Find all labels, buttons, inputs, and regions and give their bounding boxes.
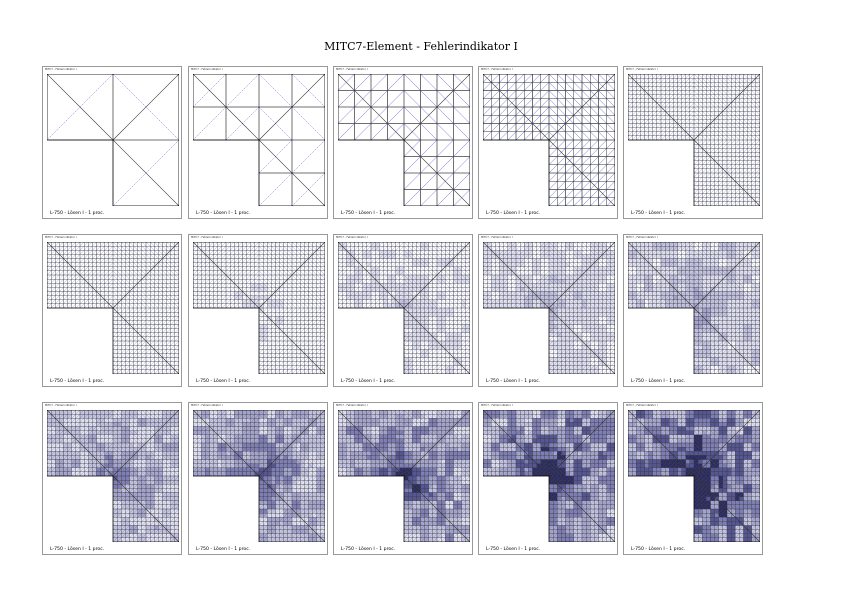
mesh-panel [623,234,763,387]
mesh-panel [188,66,328,219]
panel-header: MITC7 - Fehlerindikator I [336,404,368,407]
panel-header: MITC7 - Fehlerindikator I [626,236,658,239]
panel-footer: L-750 - Lösen I - 1 proc. [631,211,685,216]
panel-footer: L-750 - Lösen I - 1 proc. [341,379,395,384]
fe-mesh [193,74,325,206]
page-title: MITC7-Element - Fehlerindikator I [0,40,842,53]
mesh-panel [623,402,763,555]
mesh-panel [42,234,182,387]
mesh-panel [333,66,473,219]
panel-header: MITC7 - Fehlerindikator I [191,236,223,239]
panel-header: MITC7 - Fehlerindikator I [191,404,223,407]
panel-footer: L-750 - Lösen I - 1 proc. [486,211,540,216]
fe-mesh [338,242,470,374]
fe-mesh [193,410,325,542]
mesh-panel [42,66,182,219]
mesh-panel [42,402,182,555]
panel-footer: L-750 - Lösen I - 1 proc. [50,547,104,552]
panel-footer: L-750 - Lösen I - 1 proc. [196,379,250,384]
panel-footer: L-750 - Lösen I - 1 proc. [631,379,685,384]
panel-footer: L-750 - Lösen I - 1 proc. [341,547,395,552]
fe-mesh [338,74,470,206]
panel-header: MITC7 - Fehlerindikator I [45,68,77,71]
panel-footer: L-750 - Lösen I - 1 proc. [50,379,104,384]
panel-footer: L-750 - Lösen I - 1 proc. [50,211,104,216]
panel-header: MITC7 - Fehlerindikator I [45,404,77,407]
panel-footer: L-750 - Lösen I - 1 proc. [341,211,395,216]
fe-mesh [628,74,760,206]
mesh-panel [333,402,473,555]
mesh-panel [478,234,618,387]
fe-mesh [338,410,470,542]
fe-mesh [483,410,615,542]
fe-mesh [483,242,615,374]
mesh-panel [188,234,328,387]
panel-header: MITC7 - Fehlerindikator I [191,68,223,71]
fe-mesh [483,74,615,206]
mesh-panel [623,66,763,219]
panel-footer: L-750 - Lösen I - 1 proc. [631,547,685,552]
panel-header: MITC7 - Fehlerindikator I [45,236,77,239]
panel-footer: L-750 - Lösen I - 1 proc. [486,547,540,552]
fe-mesh [628,242,760,374]
panel-footer: L-750 - Lösen I - 1 proc. [196,547,250,552]
panel-header: MITC7 - Fehlerindikator I [481,68,513,71]
mesh-panel [478,66,618,219]
panel-header: MITC7 - Fehlerindikator I [626,68,658,71]
panel-footer: L-750 - Lösen I - 1 proc. [196,211,250,216]
fe-mesh [47,242,179,374]
panel-header: MITC7 - Fehlerindikator I [336,68,368,71]
panel-header: MITC7 - Fehlerindikator I [626,404,658,407]
panel-header: MITC7 - Fehlerindikator I [481,404,513,407]
mesh-panel [478,402,618,555]
panel-header: MITC7 - Fehlerindikator I [336,236,368,239]
fe-mesh [193,242,325,374]
mesh-panel [333,234,473,387]
panel-header: MITC7 - Fehlerindikator I [481,236,513,239]
fe-mesh [628,410,760,542]
mesh-panel [188,402,328,555]
fe-mesh [47,410,179,542]
panel-footer: L-750 - Lösen I - 1 proc. [486,379,540,384]
fe-mesh [47,74,179,206]
